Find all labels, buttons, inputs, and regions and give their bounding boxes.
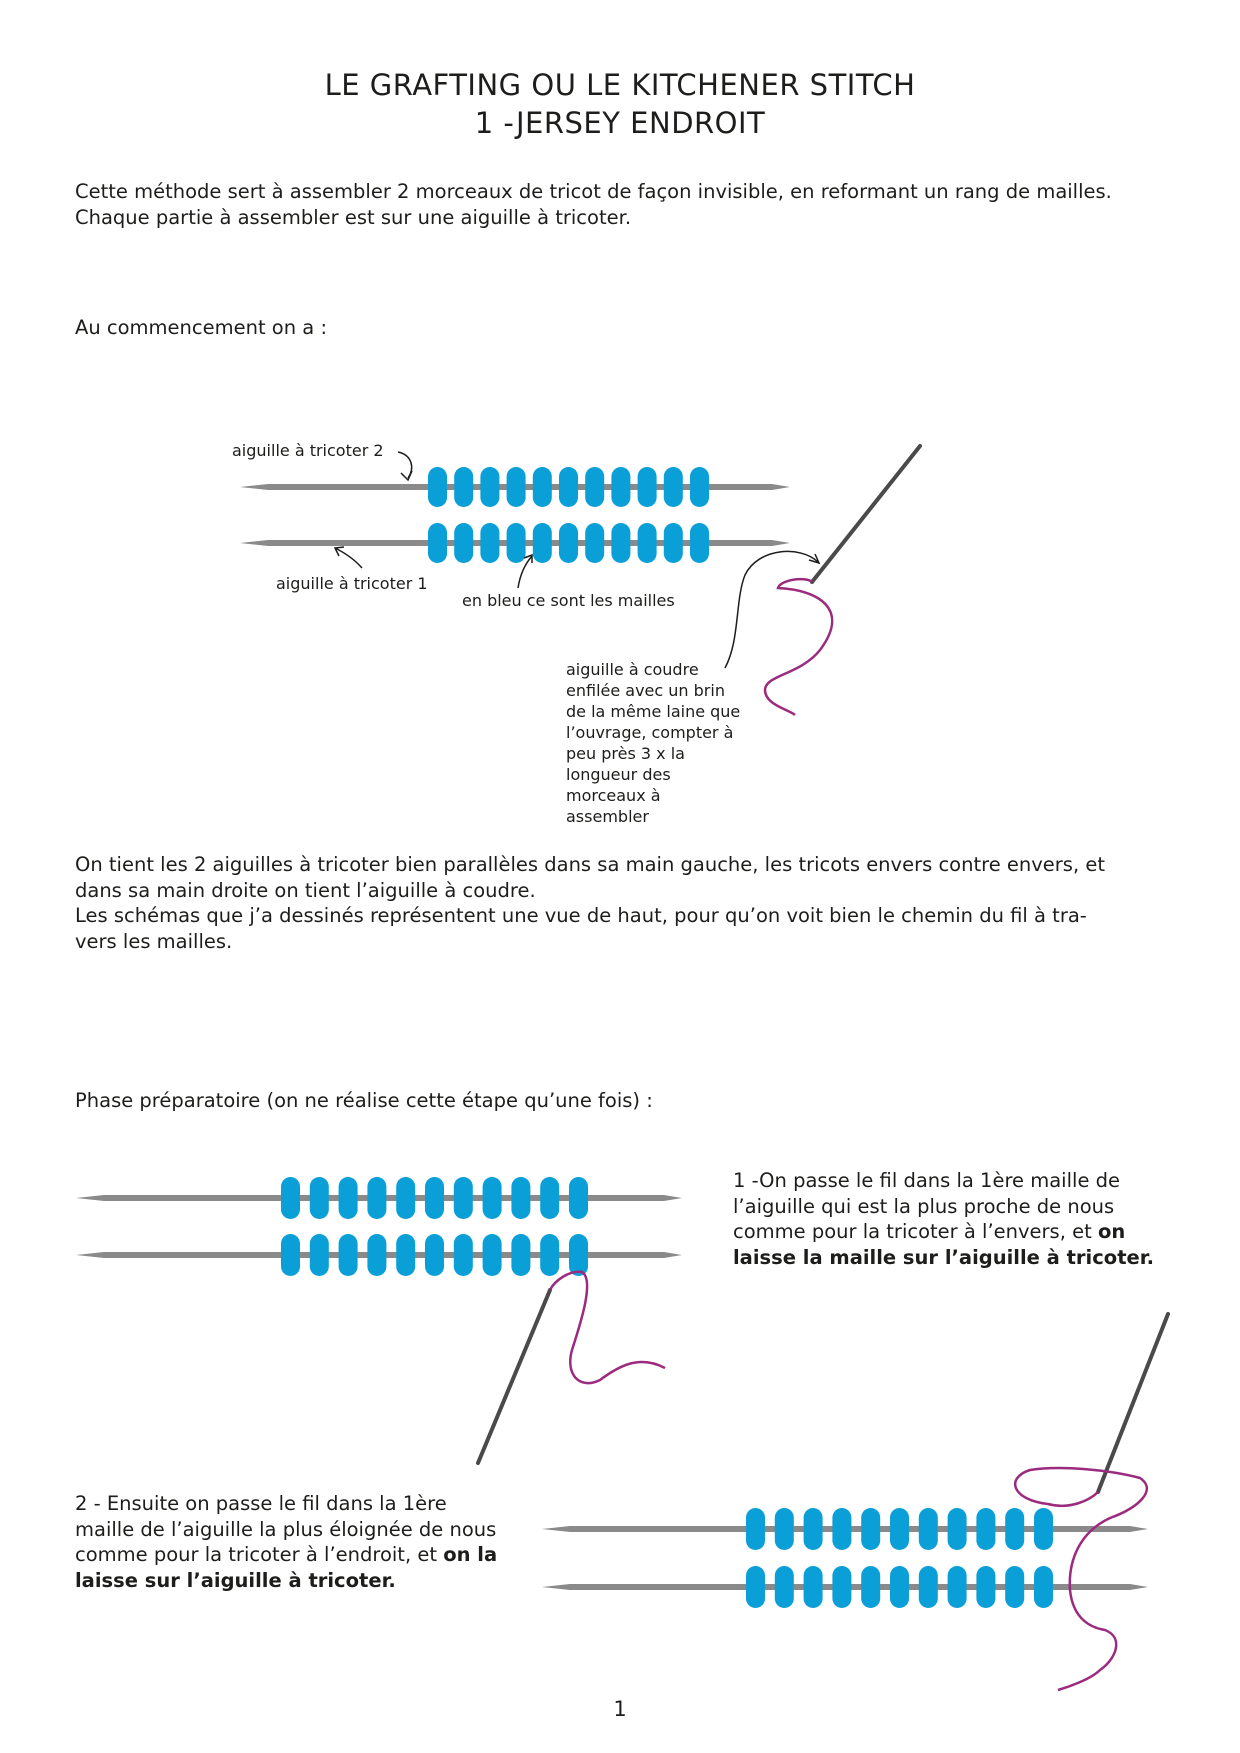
stitch — [611, 523, 630, 563]
page-number: 1 — [613, 1697, 627, 1721]
label-sewing-needle-line: longueur des — [566, 765, 671, 784]
intro-line-2: Chaque partie à assembler est sur une aiguille à tricoter. — [75, 205, 632, 229]
step-2-line-2: maille de l’aiguille la plus éloignée de nous — [75, 1517, 497, 1541]
stitch — [890, 1566, 909, 1608]
stitch — [585, 467, 604, 507]
stitch — [511, 1234, 530, 1276]
stitch — [425, 1234, 444, 1276]
stitch — [454, 467, 473, 507]
yarn-strand — [550, 1272, 665, 1383]
stitch — [611, 467, 630, 507]
holding-line-3: Les schémas que j’a dessinés représentent une vue de haut, pour qu’on voit bien le chemin du fil à tra- — [75, 904, 1087, 927]
stitch — [533, 523, 552, 563]
stitch — [428, 467, 447, 507]
label-sewing-needle-line: assembler — [566, 807, 649, 826]
stitch — [483, 1177, 502, 1219]
stitch — [1034, 1508, 1053, 1550]
label-knitting-needle-2: aiguille à tricoter 2 — [232, 441, 384, 460]
stitch-row-top — [746, 1508, 1053, 1550]
label-sewing-needle-line: de la même laine que — [566, 702, 741, 721]
stitch — [339, 1234, 358, 1276]
label-stitches: en bleu ce sont les mailles — [462, 591, 675, 610]
stitch-row-bottom — [281, 1234, 588, 1276]
step-2-text — [75, 1491, 535, 1593]
step-1-line-2: l’aiguille qui est la plus proche de nous — [733, 1194, 1115, 1218]
stitch-row-needle-1 — [428, 523, 709, 563]
stitch — [533, 467, 552, 507]
stitch — [804, 1566, 823, 1608]
stitch — [339, 1177, 358, 1219]
page-title: LE GRAFTING OU LE KITCHENER STITCH — [324, 68, 916, 102]
stitch — [690, 467, 709, 507]
stitch — [480, 467, 499, 507]
figure-step-2 — [542, 1314, 1168, 1690]
step-2-bold-line: laisse sur l’aiguille à tricoter. — [75, 1568, 396, 1592]
stitch — [861, 1566, 880, 1608]
stitch — [310, 1234, 329, 1276]
stitch — [396, 1177, 415, 1219]
label-sewing-needle-line: peu près 3 x la — [566, 744, 685, 763]
arrow-sewing-needle — [725, 551, 818, 668]
stitch — [948, 1566, 967, 1608]
holding-line-4: vers les mailles. — [75, 929, 233, 953]
stitch — [1005, 1508, 1024, 1550]
sewing-needle — [812, 446, 920, 582]
stitch — [454, 1177, 473, 1219]
stitch — [832, 1508, 851, 1550]
stitch — [861, 1508, 880, 1550]
step-1-line-1: 1 -On passe le fil dans la 1ère maille de — [733, 1169, 1121, 1192]
label-sewing-needle-line: enfilée avec un brin — [566, 681, 725, 700]
stitch — [367, 1234, 386, 1276]
sewing-needle — [478, 1290, 550, 1463]
stitch — [540, 1177, 559, 1219]
arrow-needle-1 — [335, 548, 362, 568]
arrow-needle-2 — [398, 452, 412, 478]
label-sewing-needle — [566, 659, 766, 827]
stitch — [559, 467, 578, 507]
step-2-line-1: 2 - Ensuite on passe le fil dans la 1ère — [75, 1492, 447, 1515]
stitch — [281, 1234, 300, 1276]
stitch — [428, 523, 447, 563]
figure-step-1 — [76, 1177, 682, 1463]
sewing-needle — [1098, 1314, 1168, 1492]
stitch — [1034, 1566, 1053, 1608]
stitch — [919, 1566, 938, 1608]
step-2-bold-start: on la — [443, 1543, 498, 1566]
stitch-row-bottom — [746, 1566, 1053, 1608]
stitch — [396, 1234, 415, 1276]
stitch — [454, 523, 473, 563]
stitch — [664, 523, 683, 563]
holding-paragraph — [75, 852, 1185, 954]
stitch — [585, 523, 604, 563]
label-sewing-needle-line: morceaux à — [566, 786, 661, 805]
step-1-bold-start: on — [1097, 1220, 1126, 1243]
stitch — [690, 523, 709, 563]
stitch — [559, 523, 578, 563]
start-text: Au commencement on a : — [75, 316, 328, 339]
stitch — [746, 1566, 765, 1608]
stitch — [664, 467, 683, 507]
stitch — [890, 1508, 909, 1550]
phase-heading: Phase préparatoire (on ne réalise cette étape qu’une fois) : — [75, 1089, 653, 1112]
stitch — [483, 1234, 502, 1276]
holding-line-1: On tient les 2 aiguilles à tricoter bien parallèles dans sa main gauche, les tricots envers contre envers, et — [75, 853, 1106, 876]
stitch — [540, 1234, 559, 1276]
step-1-line-3: comme pour la tricoter à l’envers, et — [733, 1220, 1098, 1243]
label-sewing-needle-line: l’ouvrage, compter à — [566, 723, 734, 742]
stitch — [507, 467, 526, 507]
stitch — [454, 1234, 473, 1276]
label-sewing-needle-line: aiguille à coudre — [566, 660, 699, 679]
stitch — [281, 1177, 300, 1219]
stitch — [804, 1508, 823, 1550]
stitch — [832, 1566, 851, 1608]
label-knitting-needle-1: aiguille à tricoter 1 — [276, 574, 428, 593]
stitch — [569, 1177, 588, 1219]
stitch — [480, 523, 499, 563]
step-1-bold-line: laisse la maille sur l’aiguille à tricoter. — [733, 1245, 1154, 1269]
stitch — [1005, 1566, 1024, 1608]
stitch — [976, 1508, 995, 1550]
stitch — [948, 1508, 967, 1550]
stitch — [569, 1234, 588, 1276]
page-subtitle: 1 -JERSEY ENDROIT — [474, 106, 766, 140]
stitch — [310, 1177, 329, 1219]
stitch — [746, 1508, 765, 1550]
stitch — [507, 523, 526, 563]
stitch — [511, 1177, 530, 1219]
step-1-text — [733, 1168, 1173, 1270]
step-2-line-3: comme pour la tricoter à l’endroit, et — [75, 1543, 444, 1566]
stitch — [775, 1508, 794, 1550]
stitch — [976, 1566, 995, 1608]
yarn-strand — [765, 579, 832, 715]
holding-line-2: dans sa main droite on tient l’aiguille à coudre. — [75, 878, 536, 902]
stitch — [367, 1177, 386, 1219]
intro-line-1: Cette méthode sert à assembler 2 morceaux de tricot de façon invisible, en reformant un rang de mailles. — [75, 180, 1112, 203]
stitch — [638, 523, 657, 563]
stitch-row-top — [281, 1177, 588, 1219]
stitch — [775, 1566, 794, 1608]
stitch — [425, 1177, 444, 1219]
stitch — [919, 1508, 938, 1550]
stitch-row-needle-2 — [428, 467, 709, 507]
stitch — [638, 467, 657, 507]
